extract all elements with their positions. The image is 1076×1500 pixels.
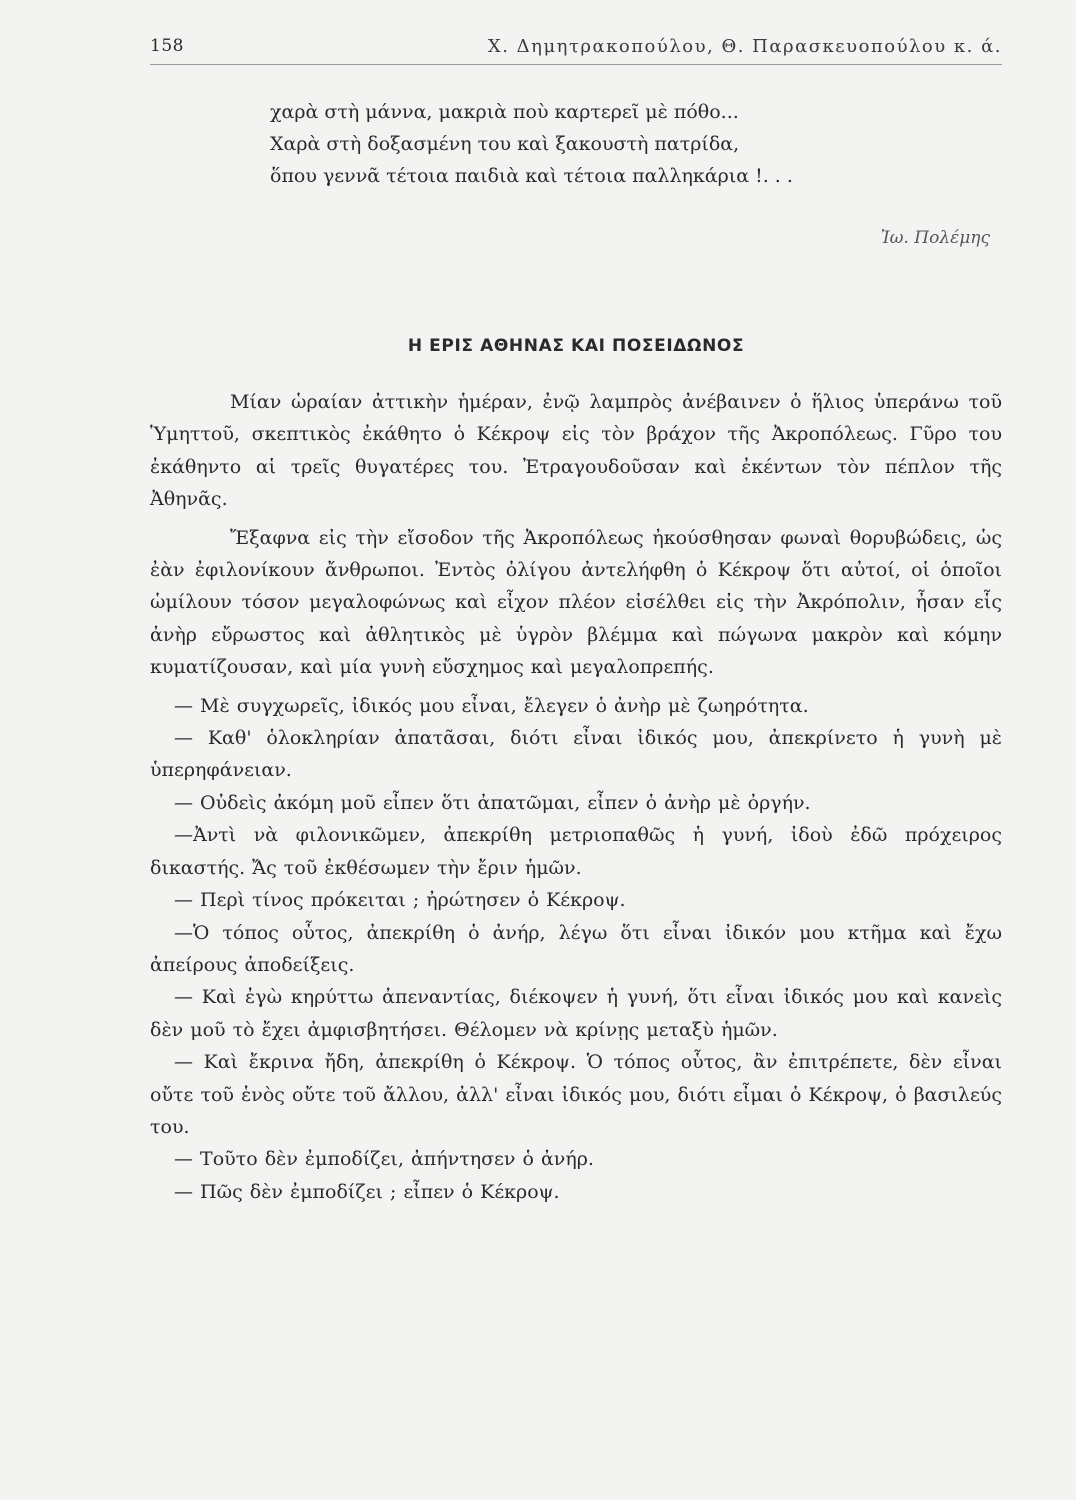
- paragraph: Ἔξαφνα εἰς τὴν εἴσοδον τῆς Ἀκροπόλεως ἠκούσθησαν φωναὶ θορυβώδεις, ὡς ἐὰν ἐφιλονίκουν ἄνθρωποι. Ἐντὸς ὀλίγου ἀντελήφθη ὁ Κέκροψ ὅτι αὐτοί, οἱ ὁποῖοι ὡμίλουν τόσον μεγαλοφώνως καὶ εἶχον πλέον εἰσέλθει εἰς τὴν Ἀκρόπολιν, ἦσαν εἷς ἀνὴρ εὔρωστος καὶ ἀθλητικὸς μὲ ὑγρὸν βλέμμα καὶ πώγωνα μακρὸν καὶ κόμην κυματίζουσαν, καὶ μία γυνὴ εὔσχημος καὶ μεγαλοπρεπής.: [150, 526, 1002, 679]
- poem-excerpt: [270, 96, 970, 192]
- dialogue-line: — Πῶς δὲν ἐμποδίζει ; εἶπεν ὁ Κέκροψ.: [174, 1180, 560, 1203]
- story-body: [150, 386, 1002, 1208]
- dialogue-line: — Μὲ συγχωρεῖς, ἰδικός μου εἶναι, ἔλεγεν ὁ ἀνὴρ μὲ ζωηρότητα.: [174, 694, 809, 717]
- page-header: [150, 36, 1002, 66]
- dialogue-line: —Ὁ τόπος οὗτος, ἀπεκρίθη ὁ ἀνήρ, λέγω ὅτι εἶναι ἰδικόν μου κτῆμα καὶ ἔχω ἀπείρους ἀποδείξεις.: [150, 921, 1002, 976]
- dialogue-line: — Καὶ ἐγὼ κηρύττω ἀπεναντίας, διέκοψεν ἡ γυνή, ὅτι εἶναι ἰδικός μου καὶ κανεὶς δὲν μοῦ τὸ ἔχει ἀμφισβητήσει. Θέλομεν νὰ κρίνῃς μεταξὺ ἡμῶν.: [150, 986, 1002, 1041]
- header-rule: [150, 64, 1002, 65]
- dialogue-line: — Καὶ ἔκρινα ἤδη, ἀπεκρίθη ὁ Κέκροψ. Ὁ τόπος οὗτος, ἂν ἐπιτρέπετε, δὲν εἶναι οὔτε τοῦ ἑνὸς οὔτε τοῦ ἄλλου, ἀλλ' εἶναι ἰδικός μου, διότι εἶμαι ὁ Κέκροψ, ὁ βασιλεύς του.: [150, 1051, 1002, 1138]
- running-head: Χ. Δημητρακοπούλου, Θ. Παρασκευοπούλου κ. ά.: [487, 36, 1002, 57]
- poem-line: χαρὰ στὴ μάννα, μακριὰ ποὺ καρτερεῖ μὲ πόθο...: [270, 101, 739, 123]
- story-title: Η ΕΡΙΣ ΑΘΗΝΑΣ ΚΑΙ ΠΟΣΕΙΔΩΝΟΣ: [407, 336, 745, 356]
- poem-signature: Ἰω. Πολέμης: [880, 228, 990, 248]
- poem-line: Χαρὰ στὴ δοξασμένη του καὶ ξακουστὴ πατρίδα,: [270, 133, 740, 155]
- dialogue-line: — Τοῦτο δὲν ἐμποδίζει, ἀπήντησεν ὁ ἀνήρ.: [174, 1148, 594, 1171]
- paragraph: Μίαν ὡραίαν ἀττικὴν ἡμέραν, ἐνῷ λαμπρὸς ἀνέβαινεν ὁ ἥλιος ὑπεράνω τοῦ Ὑμηττοῦ, σκεπτικὸς ἐκάθητο ὁ Κέκροψ εἰς τὸν βράχον τῆς Ἀκροπόλεως. Γῦρο του ἐκάθηντο αἱ τρεῖς θυγατέρες του. Ἐτραγουδοῦσαν καὶ ἐκέντων τὸν πέπλον τῆς Ἀθηνᾶς.: [150, 391, 1002, 511]
- dialogue-line: — Καθ' ὁλοκληρίαν ἀπατᾶσαι, διότι εἶναι ἰδικός μου, ἀπεκρίνετο ἡ γυνὴ μὲ ὑπερηφάνειαν.: [150, 727, 1002, 782]
- dialogue-line: — Περὶ τίνος πρόκειται ; ἠρώτησεν ὁ Κέκροψ.: [174, 889, 626, 912]
- dialogue-line: —Ἀντὶ νὰ φιλονικῶμεν, ἀπεκρίθη μετριοπαθῶς ἡ γυνή, ἰδοὺ ἐδῶ πρόχειρος δικαστής. Ἄς τοῦ ἐκθέσωμεν τὴν ἔριν ἡμῶν.: [150, 824, 1002, 879]
- page-number: 158: [150, 36, 184, 56]
- dialogue-line: — Οὐδεὶς ἀκόμη μοῦ εἶπεν ὅτι ἀπατῶμαι, εἶπεν ὁ ἀνὴρ μὲ ὀργήν.: [174, 791, 811, 814]
- poem-line: ὅπου γεννᾶ τέτοια παιδιὰ καὶ τέτοια παλληκάρια !. . .: [270, 165, 793, 187]
